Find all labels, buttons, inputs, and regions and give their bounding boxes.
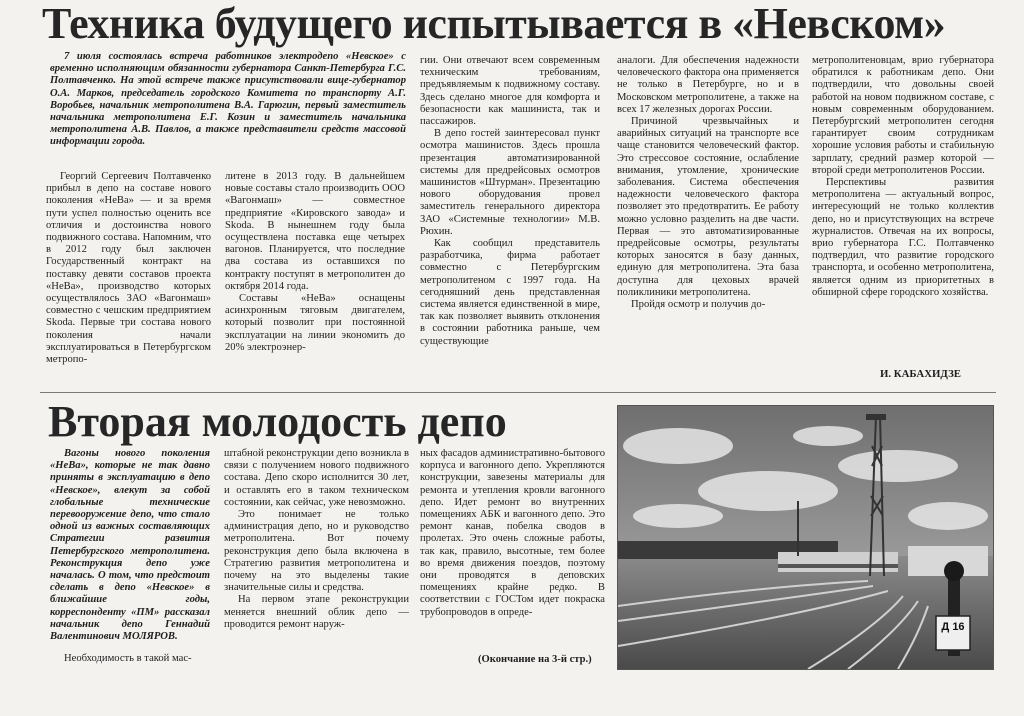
paragraph: Как сообщил представитель разработчика, фирма работает совместно с Петербургским метрополитеном с 1997 года. На сегодняшний день представленная система является единственной в мире, так как позволяет выявить отклонения в состоянии работника раньше, чем существующие bbox=[420, 238, 600, 347]
headline-article-2: Вторая молодость депо bbox=[48, 397, 507, 446]
paragraph: Перспективы развития метрополитена — актуальный вопрос, интересующий не только коллектив депо, но и присутствующих на встрече журналистов. Отвечая на их вопросы, врио губернатора Г.С. Полтавченко подтвердил, что развитие городского транспорта, и особенно метрополитена, является одним из приоритетных в обширной сфере городского хозяйства. bbox=[812, 177, 994, 298]
article-2-column-3 bbox=[420, 448, 605, 653]
lead-article-2 bbox=[50, 448, 210, 648]
author-signature: И. КАБАХИДЗЕ bbox=[880, 368, 962, 380]
article-1-column-4 bbox=[617, 55, 799, 378]
lead-article-1 bbox=[50, 51, 406, 169]
track-sign-label: Д 16 bbox=[941, 621, 965, 633]
lead-paragraph: Вагоны нового поколения «НеВа», которые не так давно приняты в эксплуатацию в депо «Невское», влекут за собой глобальные технические перевооружение депо, что стало одной из важных составляющих Стратегии развития Петербургского метрополитена. Реконструкция депо уже началась. О том, что предстоит сделать в депо «Невское» в ближайшие годы, корреспонденту «ПМ» рассказал начальник депо Геннадий Валентинович МОЛЯРОВ. bbox=[50, 448, 210, 643]
paragraph: аналоги. Для обеспечения надежности человеческого фактора она применяется не только в Петербурге, но и в Московском метрополитене, а также на всех 17 железных дорогах России. bbox=[617, 55, 799, 115]
continued-note: (Окончание на 3-й стр.) bbox=[478, 654, 592, 665]
paragraph: Необходимость в такой мас- bbox=[64, 653, 192, 664]
depot-photo bbox=[617, 405, 994, 670]
paragraph: Причиной чрезвычайных и аварийных ситуаций на транспорте все чаще становится человеческий фактор. Это стрессовое состояние, ослабление внимания, утомление, хронические заболевания. Система обеспечения надежности человеческого фактора позволяет это предотвратить. Ее работу можно условно разделить на две части. Первая — это автоматизированные предрейсовые осмотры, результаты которых заносятся в базу данных, единую для метрополитена. Эта база доступна для цеховых врачей поликлиники метрополитена. bbox=[617, 116, 799, 298]
paragraph: Георгий Сергеевич Полтавченко прибыл в депо на составе нового поколения «НеВа» — и за время пути успел полностью оценить все отличия и достоинства нового подвижного состава. Напомним, что в 2012 году был заключен Государственный контракт на поставку девяти составов проекта «НеВа», производство которых осуществлялось ЗАО «Вагонмаш» совместно с чешским предприятием Skoda. Первые три состава нового поколения начали эксплуатироваться в Петербургском метропо- bbox=[46, 171, 211, 366]
paragraph: метрополитеновцам, врио губернатора обратился к работникам депо. Они подтвердили, что довольны своей работой на новом подвижном составе, с новым современным оборудованием. Петербургский метрополитен сегодня гарантирует своим сотрудникам хорошие условия работы и стабильную зарплату, средний размер которой — второй среди метрополитенов России. bbox=[812, 55, 994, 176]
paragraph: Пройдя осмотр и получив до- bbox=[631, 299, 766, 311]
paragraph: На первом этапе реконструкции меняется внешний облик депо — проводится ремонт наруж- bbox=[224, 594, 409, 630]
article-1-column-5 bbox=[812, 55, 994, 366]
paragraph: ных фасадов административно-бытового корпуса и вагонного депо. Укрепляются конструкции, завезены материалы для ремонта и утепления кровли вагонного депо. Идет ремонт во внутренних помещениях АБК и вагонного депо. Это ремонт канав, побелка сводов в пролетах. Это очень сложные работы, так как, правило, высотные, тем более во время движения поездов, поэтому они проводятся в деповских помещениях крайне редко. В соответствии с ГОСТом идет покраска трубопроводов в опреде- bbox=[420, 448, 605, 618]
paragraph: штабной реконструкции депо возникла в связи с получением нового подвижного состава. Депо скоро исполнится 30 лет, и оставлять его в таком техническом состоянии, как сейчас, уже невозможно. bbox=[224, 448, 409, 508]
article-2-column-2 bbox=[224, 448, 409, 670]
paragraph: В депо гостей заинтересовал пункт осмотра машинистов. Здесь прошла презентация автоматизированной системы для предрейсовых осмотров машинистов «Штурман». Презентацию нового оборудования провел заместитель генерального директора ЗАО «Системные технологии» М.В. Рюхин. bbox=[420, 128, 600, 237]
headline-article-1: Техника будущего испытывается в «Невском» bbox=[42, 0, 946, 48]
section-divider bbox=[40, 392, 996, 393]
article-1-column-1 bbox=[46, 171, 211, 376]
paragraph: Составы «НеВа» оснащены асинхронным тяговым двигателем, который позволит при постоянной эксплуатации на линии экономить до 20% электроэнер- bbox=[225, 293, 405, 353]
lead-paragraph: 7 июля состоялась встреча работников электродепо «Невское» с временно исполняющим обязанности губернатора Санкт-Петербурга Г.С. Полтавченко. На этой встрече также присутствовали вице-губернатор О.А. Марков, председатель городского Комитета по транспорту А.Г. Воробьев, начальник метрополитена В.А. Гарюгин, первый заместитель начальника метрополитена Е.Г. Козин и заместитель начальника метрополитена А.В. Павлов, а также представители средств массовой информации города. bbox=[50, 51, 406, 148]
article-2-column-1-end bbox=[50, 653, 210, 669]
paragraph: литене в 2013 году. В дальнейшем новые составы стало производить ООО «Вагонмаш» — совместное предприятие «Кировского завода» и Skoda. В нынешнем году была осуществлена поставка еще четырех вагонов. Планируется, что последние два состава из оставшихся по контракту поступят в метрополитен до октября 2014 года. bbox=[225, 171, 405, 292]
article-1-column-3 bbox=[420, 55, 600, 378]
paragraph: гии. Они отвечают всем современным техническим требованиям, предъявляемым к подвижному составу. Здесь сделано многое для комфорта и безопасности как машиниста, так и пассажиров. bbox=[420, 55, 600, 128]
paragraph: Это понимает не только администрация депо, но и руководство метрополитена. Вот почему реконструкция депо была включена в Стратегию развития метрополитена и почему на это выделены такие значительные силы и средства. bbox=[224, 509, 409, 594]
article-1-column-2 bbox=[225, 171, 405, 376]
